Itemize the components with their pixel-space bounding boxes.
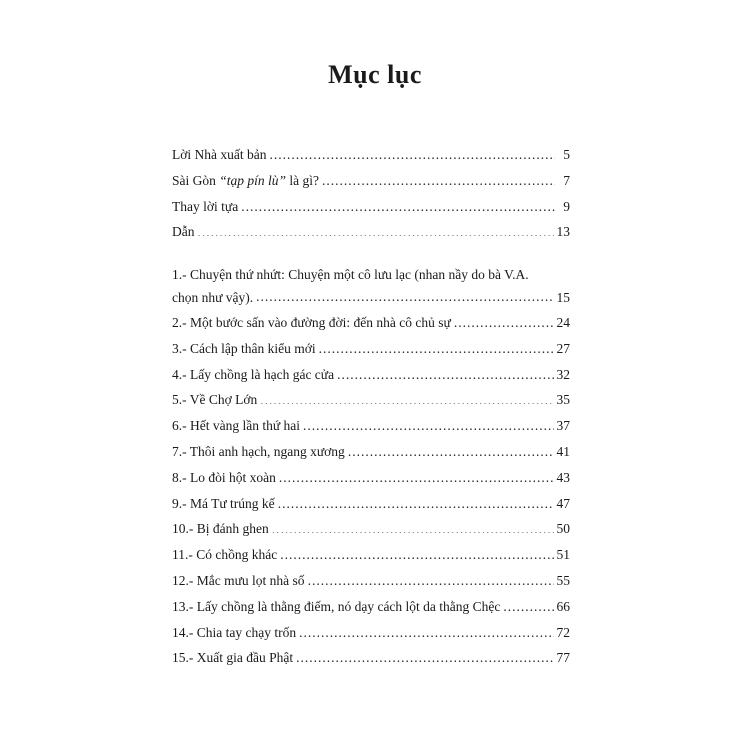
dot-leader [308, 571, 554, 585]
toc-entry [172, 194, 570, 220]
toc-entry-page: 50 [556, 521, 570, 537]
toc-entry-page: 9 [563, 198, 570, 214]
dot-leader [260, 391, 553, 405]
toc-entry-page: 47 [556, 495, 570, 511]
dot-leader [198, 223, 554, 237]
toc-entry-label: 9.- Má Tư trúng kế [172, 495, 275, 511]
toc-entry-label: Lời Nhà xuất bản [172, 147, 267, 162]
toc-entry-label: 10.- Bị đánh ghen [172, 521, 269, 537]
toc-entry-page: 13 [556, 224, 570, 240]
toc-entry-label: Dẫn [172, 224, 195, 240]
toc-entry [172, 413, 570, 439]
dot-leader [278, 494, 554, 508]
toc-chapters [172, 264, 570, 671]
toc-entry-page: 66 [556, 598, 570, 614]
toc-entry [172, 362, 570, 388]
toc-entry-label-part: là gì? [286, 172, 320, 188]
toc-entry-page: 77 [556, 650, 570, 666]
toc-entry-page: 32 [556, 366, 570, 382]
toc-entry-page: 43 [556, 469, 570, 485]
toc-entry-page: 72 [556, 624, 570, 640]
toc-entry [172, 568, 570, 594]
dot-leader [241, 197, 555, 211]
toc-entry-label: 13.- Lấy chồng là thằng điếm, nó dạy cách lột da thằng Chệc [172, 598, 501, 614]
toc-entry [172, 465, 570, 491]
toc-entry-page: 55 [556, 572, 570, 588]
toc-entry-page: 37 [556, 418, 570, 434]
toc-entry-label [172, 168, 319, 194]
toc-entry-label: 5.- Về Chợ Lớn [172, 392, 258, 408]
toc-entry-label-part: Sài Gòn [172, 172, 220, 188]
dot-leader [296, 649, 553, 663]
toc-entry-label: 8.- Lo đòi hột xoàn [172, 469, 276, 485]
toc-entry [172, 310, 570, 336]
toc-entry-page: 41 [556, 443, 570, 459]
toc-entry-label: 6.- Hết vàng lần thứ hai [172, 418, 301, 434]
toc-front-matter [172, 142, 570, 245]
toc-entry-label: 4.- Lấy chồng là hạch gác cửa [172, 366, 335, 382]
dot-leader [256, 289, 553, 303]
toc-entry-label-emphasis: “tạp pín lù” [219, 172, 287, 188]
dot-leader [270, 146, 556, 160]
toc-entry-page: 35 [556, 392, 570, 408]
toc-entry-page: 27 [556, 340, 570, 356]
toc-entry-label: 3.- Cách lập thân kiểu mới [172, 340, 316, 356]
dot-leader [303, 417, 553, 431]
toc-entry-label: 14.- Chia tay chạy trốn [172, 624, 297, 640]
toc-entry-page: 24 [556, 315, 570, 330]
dot-leader [503, 597, 553, 611]
toc-entry [172, 620, 570, 646]
toc-entry-label: 11.- Có chồng khác [172, 547, 278, 563]
toc-entry-page: 5 [563, 147, 570, 162]
toc-entry [172, 142, 570, 168]
dot-leader [272, 520, 554, 534]
toc-entry [172, 439, 570, 465]
toc-entry [172, 594, 570, 620]
toc-entry-label: 7.- Thôi anh hạch, ngang xương [172, 443, 345, 459]
toc-entry-page: 7 [563, 172, 570, 188]
toc-entry [172, 387, 570, 413]
dot-leader [299, 623, 553, 637]
dot-leader [337, 365, 553, 379]
toc-entry [172, 542, 570, 568]
dot-leader [454, 314, 554, 328]
toc-entry-label: 2.- Một bước sấn vào đường đời: đến nhà cô chủ sự [172, 315, 451, 330]
toc-entry-label: 15.- Xuất gia đầu Phật [172, 650, 294, 666]
toc-entry [172, 645, 570, 671]
toc-entry [172, 491, 570, 517]
toc-entry-label: 12.- Mắc mưu lọt nhà số [172, 572, 305, 588]
toc-entry-page: 51 [556, 547, 570, 563]
toc-entry [172, 336, 570, 362]
dot-leader [322, 171, 555, 185]
dot-leader [348, 442, 554, 456]
dot-leader [319, 339, 554, 353]
toc-entry-page: 15 [556, 290, 570, 305]
toc-entry [172, 219, 570, 245]
toc-entry [172, 516, 570, 542]
dot-leader [280, 546, 553, 560]
toc-entry [172, 168, 570, 194]
toc-entry [172, 264, 570, 310]
toc-entry-label: Thay lời tựa [172, 198, 239, 214]
page-title: Mục lục [328, 60, 422, 89]
toc-entry-label-continued: chọn như vậy). [172, 290, 254, 305]
toc-entry-label: 1.- Chuyện thứ nhứt: Chuyện một cô lưu lạc (nhan nầy do bà V.A. [172, 267, 529, 282]
dot-leader [279, 468, 554, 482]
